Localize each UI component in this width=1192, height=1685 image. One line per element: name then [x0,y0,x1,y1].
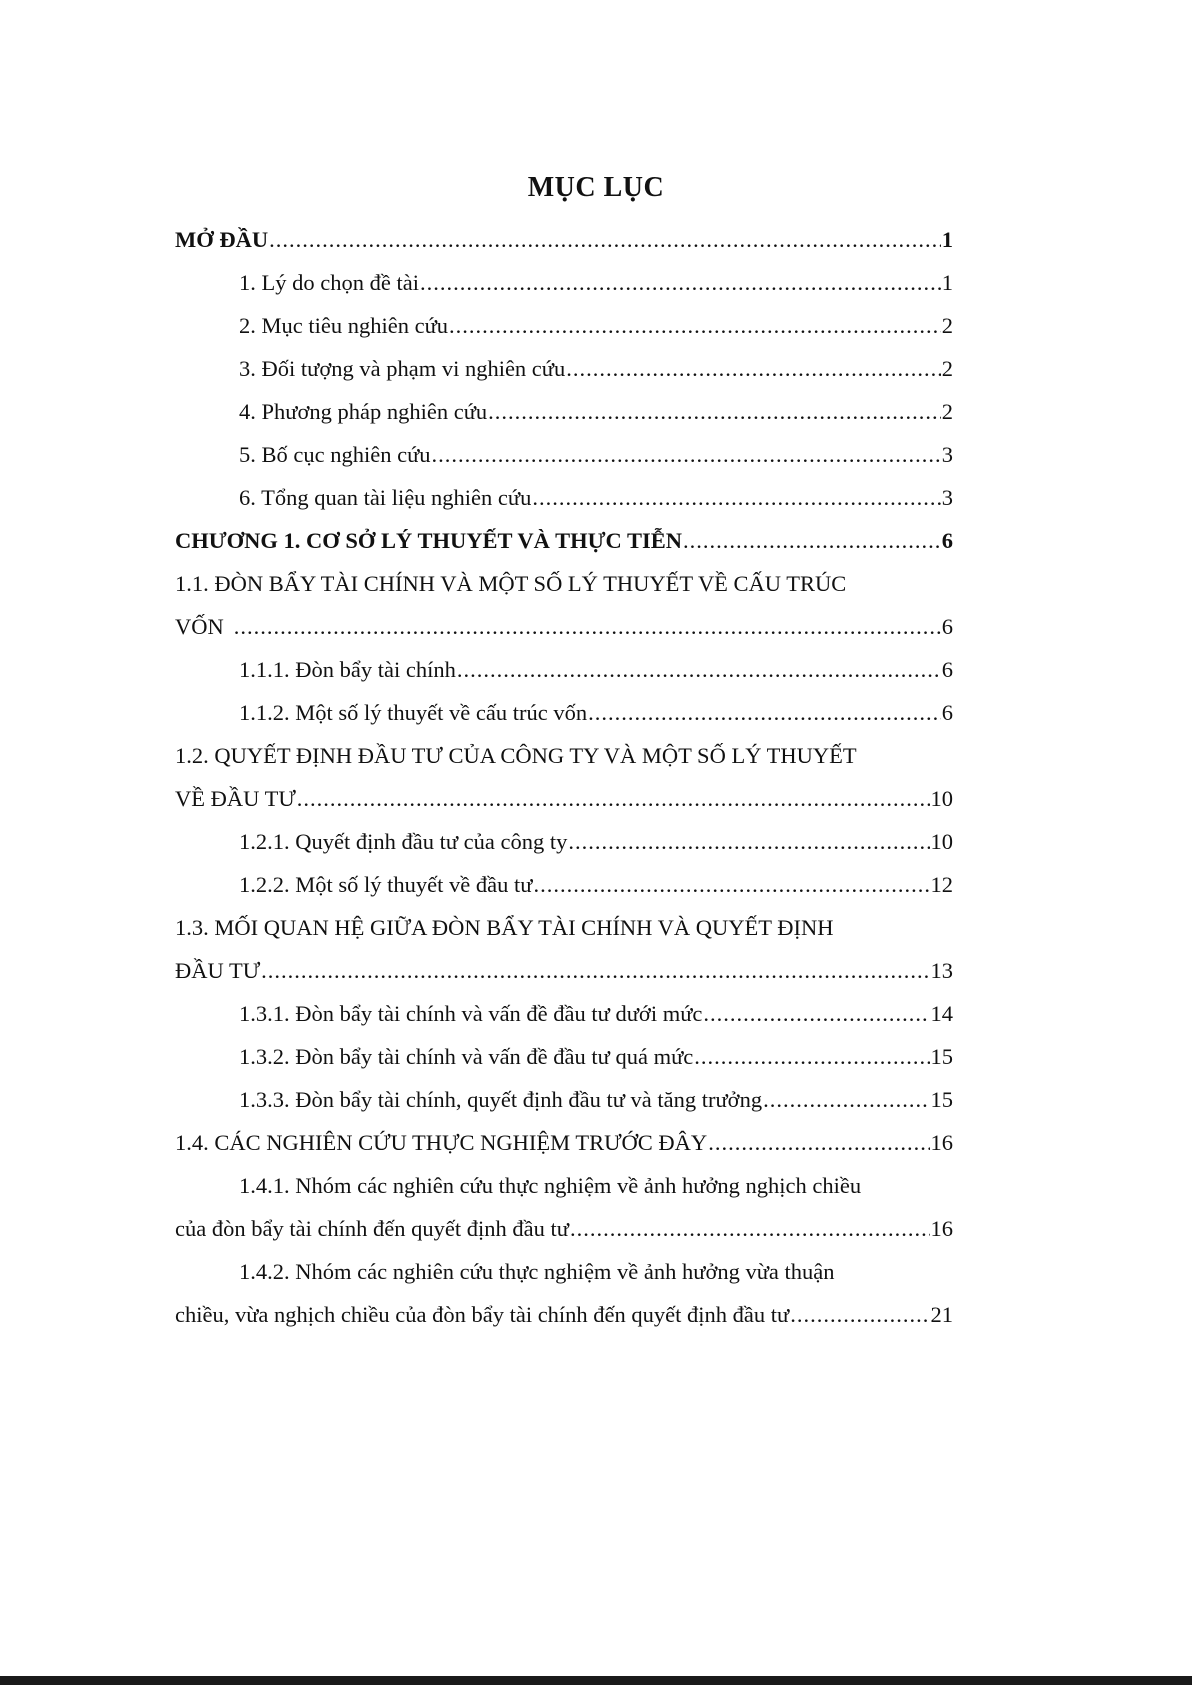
toc-entry[interactable] [175,304,953,347]
toc-leader-dots [234,605,941,648]
toc-leader-dots [566,347,941,390]
toc-page-number: 1 [941,227,953,252]
toc-entry[interactable] [175,347,953,390]
toc-entry-line2[interactable] [175,1207,953,1250]
toc-entry-label: 1.3.3. Đòn bẩy tài chính, quyết định đầu tư và tăng trưởng [239,1087,763,1112]
toc-page-number: 16 [930,1130,953,1155]
toc-entry-label: MỞ ĐẦU [175,227,269,252]
toc-leader-dots [703,992,929,1035]
toc-entry[interactable] [175,1035,953,1078]
toc-entry[interactable] [175,519,953,562]
toc-entry-label: 1.2.2. Một số lý thuyết về đầu tư [239,872,533,897]
toc-page-number: 3 [941,442,953,467]
toc-leader-dots [449,304,941,347]
toc-page-number: 6 [941,528,953,553]
toc-leader-dots [790,1293,929,1336]
toc-page-number: 21 [930,1302,953,1327]
toc-page-number: 15 [930,1044,953,1069]
toc-entry-line1[interactable] [175,562,953,605]
toc-entry[interactable] [175,218,953,261]
toc-entry-label: của đòn bẩy tài chính đến quyết định đầu tư [175,1216,569,1241]
toc-page-number: 1 [941,270,953,295]
toc-entry-label: 1.3. MỐI QUAN HỆ GIỮA ĐÒN BẨY TÀI CHÍNH VÀ QUYẾT ĐỊNH [175,915,834,940]
toc-page-number: 16 [930,1216,953,1241]
toc-page-number: 6 [941,657,953,682]
toc-entry-label: 1.2. QUYẾT ĐỊNH ĐẦU TƯ CỦA CÔNG TY VÀ MỘT SỐ LÝ THUYẾT [175,743,857,768]
toc-leader-dots [694,1035,929,1078]
table-of-contents [175,218,953,1336]
toc-entry-label: 1.4. CÁC NGHIÊN CỨU THỰC NGHIỆM TRƯỚC ĐÂY [175,1130,708,1155]
toc-entry-label: 5. Bố cục nghiên cứu [239,442,431,467]
toc-entry-label: 1.4.2. Nhóm các nghiên cứu thực nghiệm về ảnh hưởng vừa thuận [239,1259,835,1284]
toc-leader-dots [588,691,941,734]
toc-leader-dots [763,1078,929,1121]
toc-entry-line2[interactable] [175,1293,953,1336]
toc-page-number: 2 [941,356,953,381]
toc-page-number: 6 [941,614,953,639]
toc-page-number: 2 [941,399,953,424]
toc-entry[interactable] [175,476,953,519]
page-title: MỤC LỤC [527,172,665,203]
toc-entry-label: 1.1. ĐÒN BẨY TÀI CHÍNH VÀ MỘT SỐ LÝ THUYẾT VỀ CẤU TRÚC [175,571,847,596]
toc-entry-label: 1.4.1. Nhóm các nghiên cứu thực nghiệm về ảnh hưởng nghịch chiều [239,1173,862,1198]
toc-leader-dots [269,218,941,261]
toc-page-number: 6 [941,700,953,725]
toc-entry[interactable] [175,648,953,691]
toc-leader-dots [570,1207,930,1250]
toc-entry-line2[interactable] [175,605,953,648]
toc-entry-line1[interactable] [175,1250,953,1293]
toc-leader-dots [683,519,941,562]
toc-leader-dots [532,476,940,519]
toc-entry[interactable] [175,691,953,734]
toc-leader-dots [420,261,941,304]
toc-entry-label: 2. Mục tiêu nghiên cứu [239,313,449,338]
toc-entry-label: 1. Lý do chọn đề tài [239,270,419,295]
toc-leader-dots [457,648,941,691]
bottom-edge-bar [0,1676,1192,1685]
toc-page-number: 10 [930,786,953,811]
toc-entry-label: VỀ ĐẦU TƯ [175,786,296,811]
toc-page-number: 15 [930,1087,953,1112]
toc-page-number: 2 [941,313,953,338]
toc-entry[interactable] [175,863,953,906]
toc-entry-label: 4. Phương pháp nghiên cứu [239,399,488,424]
toc-leader-dots [432,433,941,476]
toc-entry-line1[interactable] [175,1164,953,1207]
toc-entry[interactable] [175,261,953,304]
toc-leader-dots [568,820,929,863]
toc-page-number: 12 [930,872,953,897]
toc-leader-dots [533,863,929,906]
toc-entry-label: 1.1.2. Một số lý thuyết về cấu trúc vốn [239,700,588,725]
toc-entry-line2[interactable] [175,777,953,820]
toc-leader-dots [488,390,941,433]
toc-entry-label: 3. Đối tượng và phạm vi nghiên cứu [239,356,566,381]
toc-entry-line2[interactable] [175,949,953,992]
toc-entry[interactable] [175,820,953,863]
toc-leader-dots [297,777,930,820]
toc-entry[interactable] [175,1121,953,1164]
toc-leader-dots [261,949,929,992]
toc-page-number: 10 [930,829,953,854]
toc-entry-label: ĐẦU TƯ [175,958,261,983]
toc-entry-label: 1.3.1. Đòn bẩy tài chính và vấn đề đầu tư dưới mức [239,1001,703,1026]
toc-page-number: 14 [930,1001,953,1026]
toc-entry-label: 1.3.2. Đòn bẩy tài chính và vấn đề đầu tư quá mức [239,1044,694,1069]
toc-entry-line1[interactable] [175,906,953,949]
toc-entry[interactable] [175,390,953,433]
toc-entry-label: 6. Tổng quan tài liệu nghiên cứu [239,485,532,510]
toc-leader-dots [708,1121,929,1164]
toc-page-number: 3 [941,485,953,510]
toc-entry-line1[interactable] [175,734,953,777]
toc-page-number: 13 [930,958,953,983]
toc-entry-label: chiều, vừa nghịch chiều của đòn bẩy tài chính đến quyết định đầu tư [175,1302,790,1327]
toc-entry[interactable] [175,1078,953,1121]
toc-entry[interactable] [175,992,953,1035]
toc-entry-label: 1.1.1. Đòn bẩy tài chính [239,657,456,682]
toc-entry-label: CHƯƠNG 1. CƠ SỞ LÝ THUYẾT VÀ THỰC TIỄN [175,528,682,553]
toc-entry[interactable] [175,433,953,476]
toc-entry-label: VỐN [175,614,224,639]
toc-entry-label: 1.2.1. Quyết định đầu tư của công ty [239,829,568,854]
